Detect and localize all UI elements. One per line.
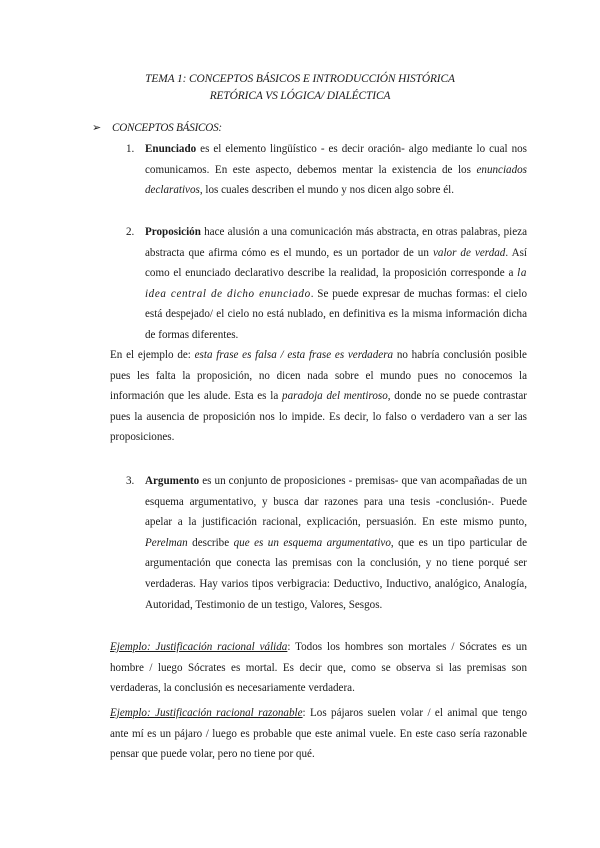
list-number: 3. <box>126 475 135 487</box>
item-text: describe <box>187 536 234 549</box>
paragraph-ejemplo-valida <box>88 637 527 699</box>
paragraph-text: no habría conclusión posible pues les falta la proposición, no dicen nada sobre el mundo pues no conocemos la información que les alude. Esta es la <box>110 349 527 403</box>
item-text: , los cuales describen el mundo y nos dicen algo sobre él. <box>199 184 455 197</box>
term-argumento: Argumento <box>145 475 200 487</box>
item-text: es un conjunto de proposiciones - premisas- que van acompañadas de un esquema argumentativo, y busca dar razones para una tesis -conclusión-. Puede apelar a la justificación racional, explicación, persuasión. En este mismo punto, <box>145 475 527 529</box>
example-heading: Ejemplo: Justificación racional válida <box>110 641 288 653</box>
paragraph-text: : Los pájaros suelen volar / el animal que tengo ante mí es un pájaro / luego es probable que este animal vuele. En este caso sería razonable pensar que puede volar, pero no tiene por qué. <box>110 707 527 761</box>
paragraph-text: : Todos los hombres son mortales / Sócrates es un hombre / luego Sócrates es mortal. Es decir que, como se observa si las premisas son verdaderas, la conclusión es necesariamente verdadera. <box>110 641 527 695</box>
item-emphasis: la idea central de dicho enunciado <box>145 267 527 300</box>
item-text: . Así como el enunciado declarativo describe la realidad, la proposición corresponde a <box>145 246 527 280</box>
item-text: , que es un tipo particular de argumentación que conecta las premisas con la conclusión, y no tiene porqué ser verdaderas. Hay varios tipos verbigracia: Deductivo, Inductivo, analógico, Analogía, Autoridad, Testimonio de un testigo, Valores, Sesgos. <box>145 536 527 611</box>
item-emphasis: que es un esquema argumentativo <box>233 536 391 549</box>
paragraph-text: En el ejemplo de: <box>110 349 195 361</box>
section-label: CONCEPTOS BÁSICOS: <box>112 122 222 134</box>
item-emphasis: Perelman <box>145 536 188 549</box>
item-text: hace alusión a una comunicación más abstracta, en otras palabras, pieza abstracta que afirma cómo es el mundo, es un portador de un <box>145 226 527 259</box>
title-line-1: TEMA 1: CONCEPTOS BÁSICOS E INTRODUCCIÓN HISTÓRICA <box>145 73 455 85</box>
paragraph-paradoja <box>88 345 527 448</box>
item-emphasis: valor de verdad <box>432 246 506 259</box>
item-text: . Se puede expresar de muchas formas: el cielo está despejado/ el cielo no está nublado, en definitiva es la misma información dicha de formas diferentes. <box>145 287 527 341</box>
paragraph-ejemplo-razonable <box>88 703 527 765</box>
term-proposicion: Proposición <box>145 226 201 238</box>
term-enunciado: Enunciado <box>145 143 197 155</box>
paragraph-text: , donde no se puede contrastar pues la ausencia de proposición nos lo impide. Es decir, lo falso o verdadero van a ser las proposiciones. <box>110 390 527 444</box>
paragraph-emphasis: paradoja del mentiroso <box>282 390 388 403</box>
list-item-enunciado <box>126 139 527 201</box>
item-text: es el elemento lingüístico - es decir oración- algo mediante lo cual nos comunicamos. En este aspecto, debemos mentar la existencia de los <box>145 143 527 176</box>
list-number: 2. <box>126 226 135 238</box>
item-emphasis: enunciados declarativos <box>145 163 527 197</box>
title-line-2: RETÓRICA VS LÓGICA/ DIALÉCTICA <box>209 89 391 102</box>
arrow-bullet-icon: ➢ <box>92 122 102 134</box>
example-heading: Ejemplo: Justificación racional razonable <box>110 707 303 719</box>
list-item-proposicion <box>126 222 527 346</box>
document-title <box>0 71 600 104</box>
section-heading <box>92 120 222 136</box>
paragraph-emphasis: esta frase es falsa / esta frase es verdadera <box>194 349 394 361</box>
list-number: 1. <box>126 143 135 155</box>
list-item-argumento <box>126 471 527 615</box>
